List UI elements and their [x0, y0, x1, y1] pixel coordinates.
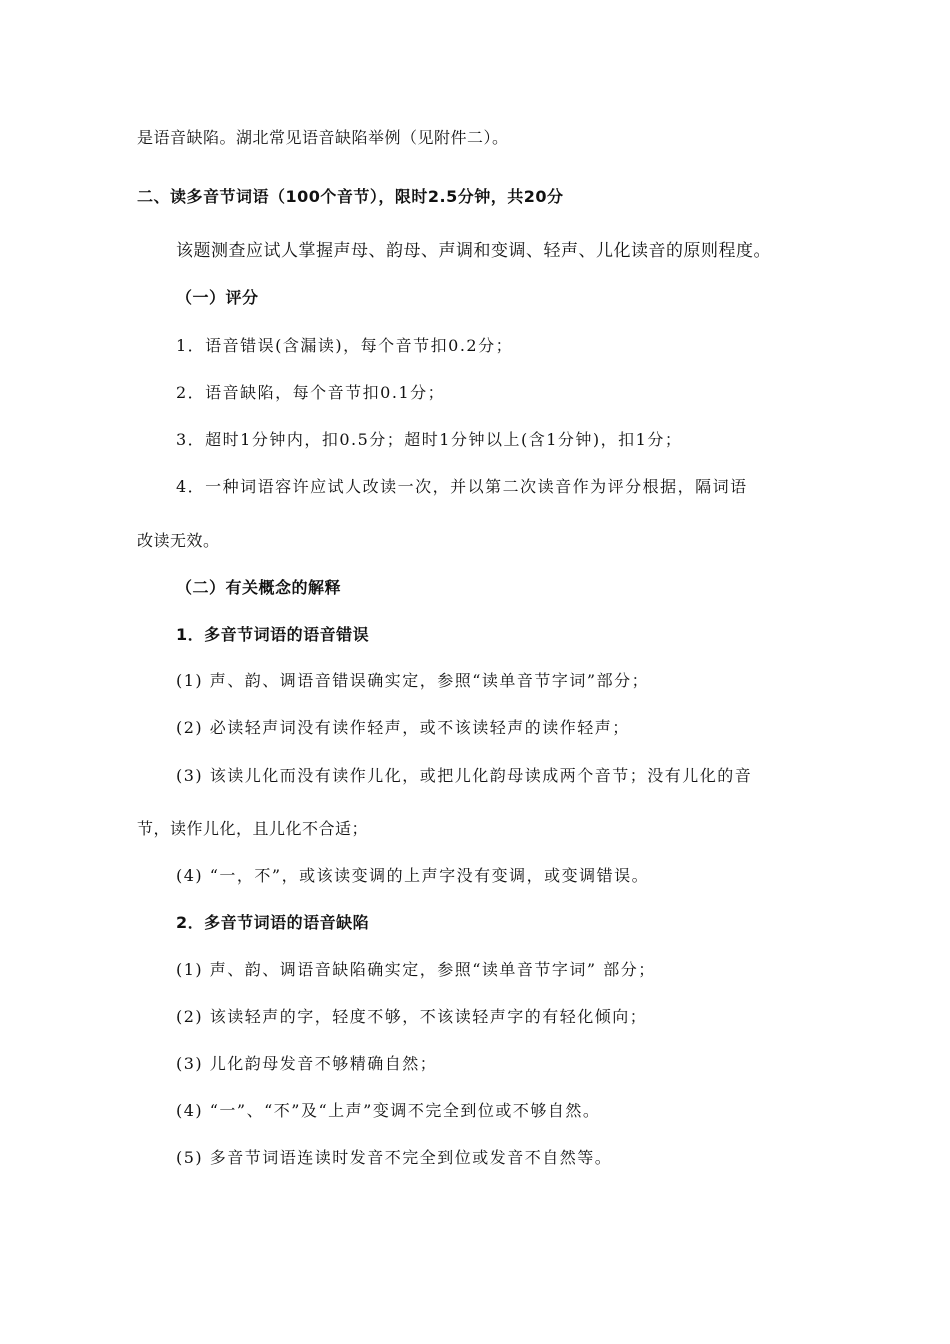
defect-item-3: (3) 儿化韵母发音不够精确自然；: [176, 1054, 438, 1073]
section-heading-2: 二、读多音节词语（100个音节），限时2.5分钟，共20分: [137, 187, 564, 206]
scoring-item-1: 1．语音错误(含漏读)，每个音节扣0.2分；: [176, 336, 514, 355]
paragraph-continuation: 是语音缺陷。湖北常见语音缺陷举例（见附件二）。: [137, 128, 509, 147]
scoring-item-2: 2．语音缺陷，每个音节扣0.1分；: [176, 383, 446, 402]
error-item-1: (1) 声、韵、调语音错误确实定，参照“读单音节字词”部分；: [176, 671, 650, 690]
error-item-2: (2) 必读轻声词没有读作轻声，或不该读轻声的读作轻声；: [176, 718, 630, 737]
error-item-4: (4) “一，不”，或该读变调的上声字没有变调，或变调错误。: [176, 866, 650, 885]
defect-item-1: (1) 声、韵、调语音缺陷确实定，参照“读单音节字词” 部分；: [176, 960, 656, 979]
error-item-3: (3) 该读儿化而没有读作儿化，或把儿化韵母读成两个音节；没有儿化的音: [176, 766, 753, 785]
defect-item-4: (4) “一”、“不”及“上声”变调不完全到位或不够自然。: [176, 1101, 601, 1120]
concept-heading-errors: 1．多音节词语的语音错误: [176, 625, 370, 644]
subsection-heading-concepts: （二）有关概念的解释: [176, 578, 342, 597]
defect-item-5: (5) 多音节词语连读时发音不完全到位或发音不自然等。: [176, 1148, 613, 1167]
subsection-heading-scoring: （一）评分: [176, 288, 259, 307]
section-intro: 该题测查应试人掌握声母、韵母、声调和变调、轻声、儿化读音的原则程度。: [176, 241, 771, 261]
defect-item-2: (2) 该读轻声的字，轻度不够，不该读轻声字的有轻化倾向；: [176, 1007, 648, 1026]
scoring-item-3: 3．超时1分钟内，扣0.5分；超时1分钟以上(含1分钟)，扣1分；: [176, 430, 683, 449]
concept-heading-defects: 2．多音节词语的语音缺陷: [176, 913, 370, 932]
error-item-3-continuation: 节，读作儿化，且儿化不合适；: [137, 819, 369, 838]
scoring-item-4-continuation: 改读无效。: [137, 531, 220, 550]
scoring-item-4: 4．一种词语容许应试人改读一次，并以第二次读音作为评分根据，隔词语: [176, 477, 748, 496]
